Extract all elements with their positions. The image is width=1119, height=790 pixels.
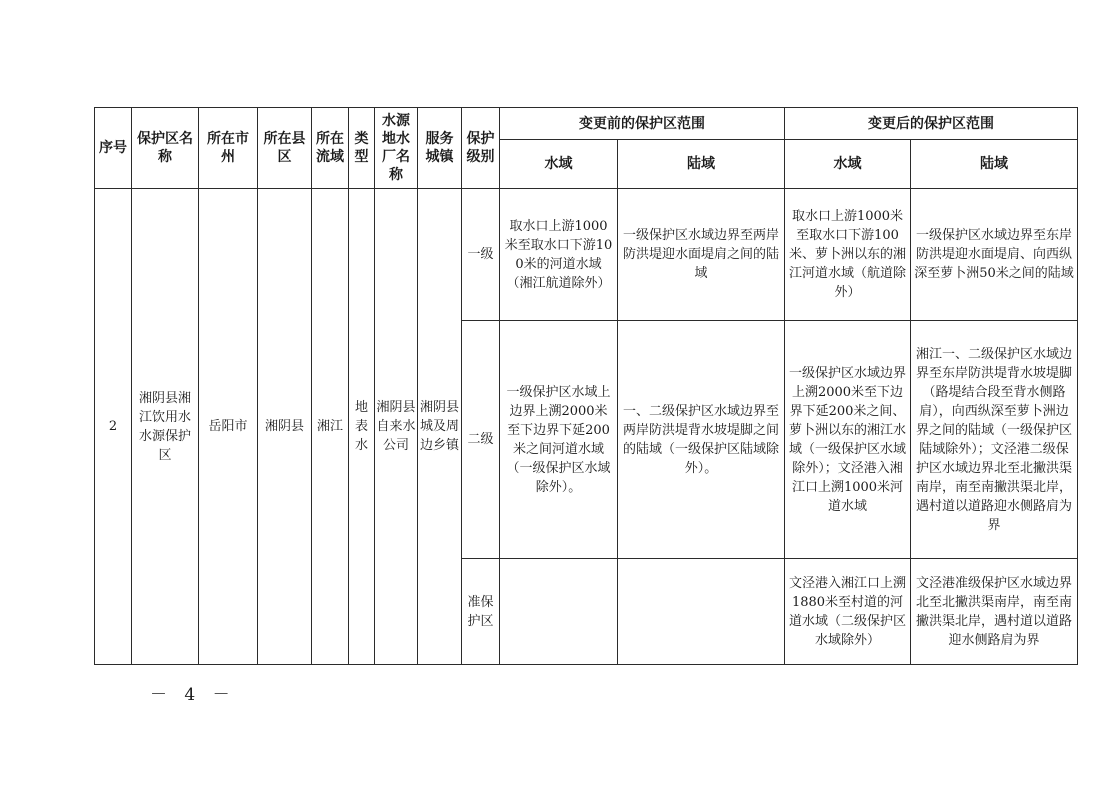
page-number: － 4 － — [150, 685, 236, 705]
header-basin: 所在流域 — [312, 108, 349, 189]
before-water-cell: 取水口上游1000米至取水口下游100米的河道水域（湘江航道除外） — [500, 189, 618, 321]
before-water-cell: 一级保护区水域上边界上溯2000米至下边界下延200米之间河道水域（一级保护区水域除外）。 — [500, 321, 618, 559]
header-type: 类型 — [349, 108, 375, 189]
after-water-cell: 取水口上游1000米至取水口下游100米、萝卜洲以东的湘江河道水域（航道除外） — [785, 189, 911, 321]
header-zone-name: 保护区名称 — [132, 108, 199, 189]
after-water-cell: 一级保护区水域边界上溯2000米至下边界下延200米之间、萝卜洲以东的湘江水域（一级保护区水域除外）；文泾港入湘江口上溯1000米河道水域 — [785, 321, 911, 559]
header-city: 所在市州 — [199, 108, 258, 189]
before-land-cell: 一级保护区水域边界至两岸防洪堤迎水面堤肩之间的陆域 — [618, 189, 785, 321]
header-after: 变更后的保护区范围 — [785, 108, 1078, 140]
header-before: 变更前的保护区范围 — [500, 108, 785, 140]
before-water-cell — [500, 559, 618, 665]
level-cell: 准保护区 — [462, 559, 500, 665]
header-county: 所在县区 — [258, 108, 312, 189]
header-row-1 — [95, 108, 1078, 140]
after-land-cell: 文泾港准级保护区水域边界北至北撇洪渠南岸，南至南撇洪渠北岸，遇村道以道路迎水侧路肩为界 — [911, 559, 1078, 665]
record-type: 地表水 — [349, 189, 375, 665]
header-service: 服务城镇 — [418, 108, 462, 189]
level-cell: 二级 — [462, 321, 500, 559]
record-county: 湘阴县 — [258, 189, 312, 665]
header-plant: 水源地水厂名称 — [375, 108, 418, 189]
header-after-land: 陆域 — [911, 140, 1078, 189]
after-land-cell: 一级保护区水域边界至东岸防洪堤迎水面堤肩、向西纵深至萝卜洲50米之间的陆域 — [911, 189, 1078, 321]
header-before-land: 陆域 — [618, 140, 785, 189]
record-plant: 湘阴县自来水公司 — [375, 189, 418, 665]
record-seq: 2 — [95, 189, 132, 665]
protection-zone-table-wrapper — [94, 107, 1078, 665]
after-land-cell: 湘江一、二级保护区水域边界至东岸防洪堤背水坡堤脚（路堤结合段至背水侧路肩），向西纵深至萝卜洲边界之间的陆域（一级保护区陆域除外）；文泾港二级保护区水域边界北至北撇洪渠南岸，南至南撇洪渠北岸，遇村道以道路迎水侧路肩为界 — [911, 321, 1078, 559]
header-after-water: 水域 — [785, 140, 911, 189]
header-seq: 序号 — [95, 108, 132, 189]
record-zone-name: 湘阴县湘江饮用水水源保护区 — [132, 189, 199, 665]
after-water-cell: 文泾港入湘江口上溯1880米至村道的河道水域（二级保护区水域除外） — [785, 559, 911, 665]
record-service: 湘阴县城及周边乡镇 — [418, 189, 462, 665]
level-cell: 一级 — [462, 189, 500, 321]
record-basin: 湘江 — [312, 189, 349, 665]
protection-zone-table — [94, 107, 1078, 665]
header-before-water: 水域 — [500, 140, 618, 189]
header-level: 保护级别 — [462, 108, 500, 189]
before-land-cell: 一、二级保护区水域边界至两岸防洪堤背水坡堤脚之间的陆域（一级保护区陆域除外）。 — [618, 321, 785, 559]
record-city: 岳阳市 — [199, 189, 258, 665]
table-row — [95, 189, 1078, 321]
before-land-cell — [618, 559, 785, 665]
